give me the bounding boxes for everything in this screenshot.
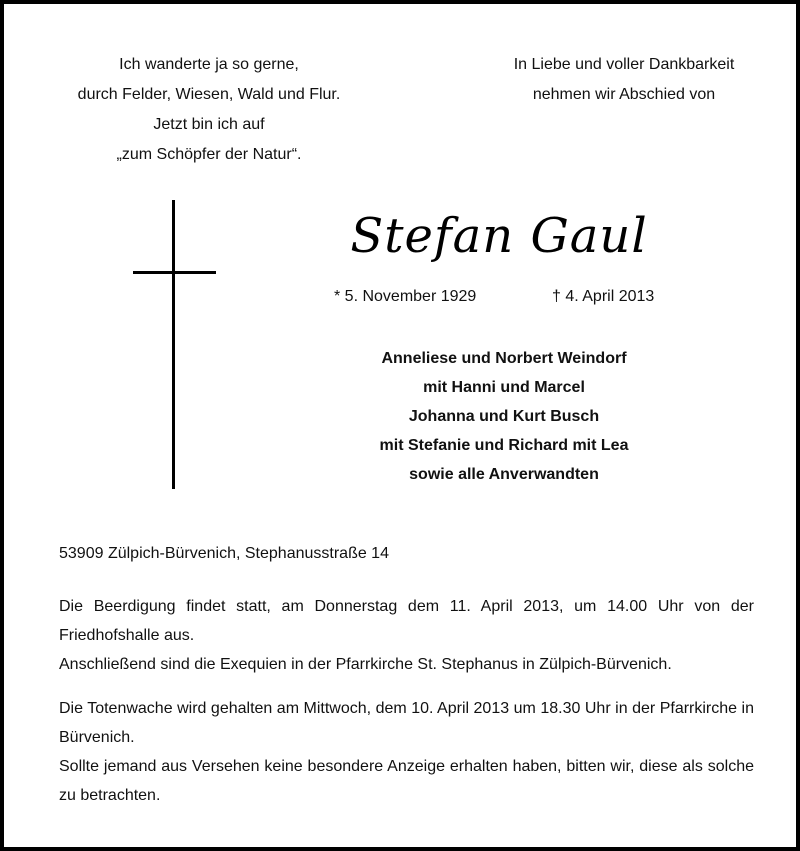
poem-line: durch Felder, Wiesen, Wald und Flur. bbox=[77, 86, 341, 103]
funeral-info bbox=[59, 592, 754, 679]
deceased-name: Stefan Gaul bbox=[350, 208, 648, 264]
mourner-line: mit Stefanie und Richard mit Lea bbox=[379, 437, 629, 454]
mourner-line: Anneliese und Norbert Weindorf bbox=[381, 350, 627, 367]
mourners-list bbox=[324, 344, 684, 489]
poem-line: Ich wanderte ja so gerne, bbox=[119, 56, 299, 73]
exequies-text: Anschließend sind die Exequien in der Pfarrkirche St. Stephanus in Zülpich-Bürvenich. bbox=[59, 656, 672, 673]
birth-date: * 5. November 1929 bbox=[334, 288, 477, 305]
mourner-line: sowie alle Anverwandten bbox=[409, 466, 599, 483]
poem-line: „zum Schöpfer der Natur“. bbox=[116, 146, 302, 163]
cross-vertical-bar bbox=[172, 200, 175, 489]
wake-info bbox=[59, 694, 754, 810]
cross-horizontal-bar bbox=[133, 271, 216, 274]
farewell-intro bbox=[474, 50, 774, 110]
notice-text: Sollte jemand aus Versehen keine besondere Anzeige erhalten haben, bitten wir, diese als solche zu betrachten. bbox=[59, 758, 754, 804]
intro-line: nehmen wir Abschied von bbox=[532, 86, 716, 103]
mourner-line: Johanna und Kurt Busch bbox=[408, 408, 600, 425]
funeral-text: Die Beerdigung findet statt, am Donnerstag dem 11. April 2013, um 14.00 Uhr von der Friedhofshalle aus. bbox=[59, 598, 754, 644]
address: 53909 Zülpich-Bürvenich, Stephanusstraße 14 bbox=[59, 545, 389, 562]
poem bbox=[44, 50, 374, 170]
poem-line: Jetzt bin ich auf bbox=[153, 116, 265, 133]
mourner-line: mit Hanni und Marcel bbox=[423, 379, 585, 396]
death-date: † 4. April 2013 bbox=[552, 288, 655, 305]
intro-line: In Liebe und voller Dankbarkeit bbox=[513, 56, 735, 73]
wake-text: Die Totenwache wird gehalten am Mittwoch, dem 10. April 2013 um 18.30 Uhr in der Pfarrkirche in Bürvenich. bbox=[59, 700, 754, 746]
